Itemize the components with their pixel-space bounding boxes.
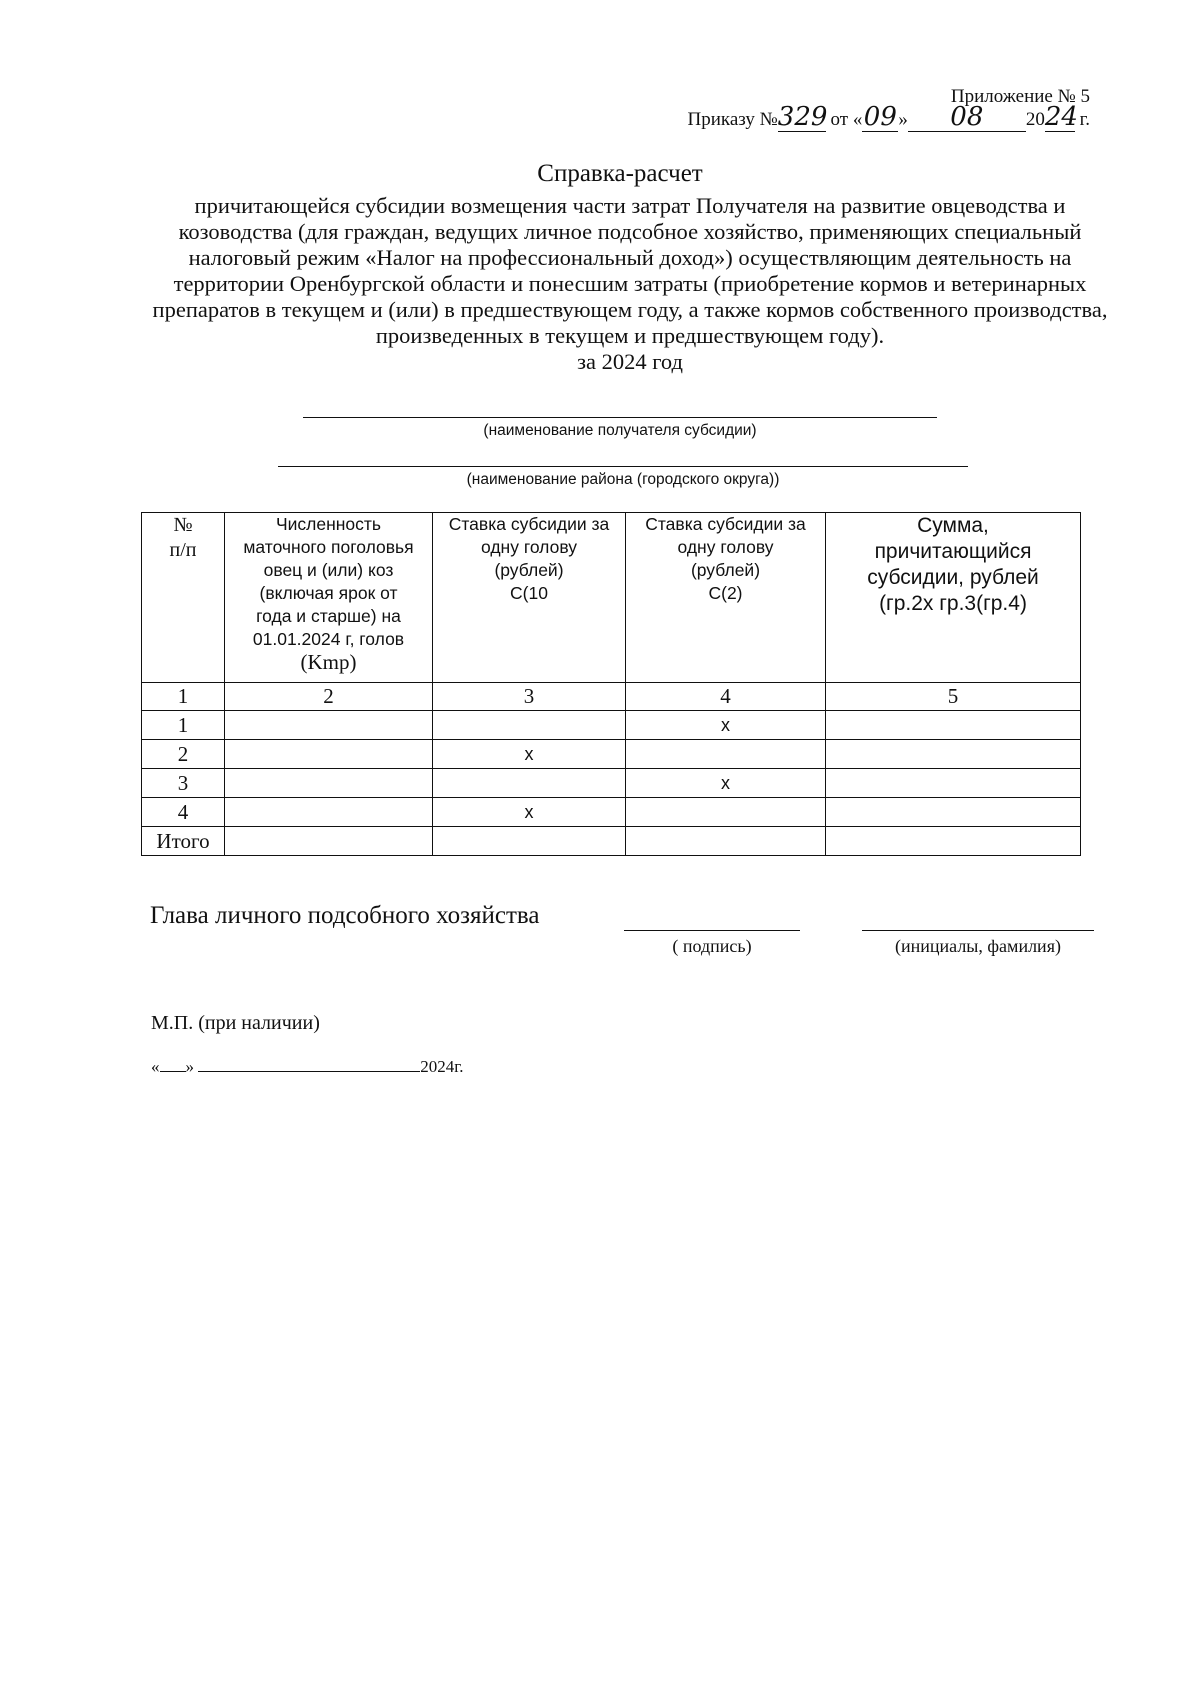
row-number: 2 bbox=[142, 740, 225, 769]
header-livestock-symbol: (Kmp) bbox=[300, 650, 357, 674]
header-cell-number bbox=[142, 513, 225, 683]
subtitle-text: причитающейся субсидии возмещения части затрат Получателя на развитие овцеводства и козоводства (для граждан, ведущих личное подсобное хозяйство, применяющих специальный налоговый режим «Налог на профессиональный доход») осуществляющим деятельность на территории Оренбургской области и понесшим затраты (приобретение кормов и ветеринарных препаратов в текущем и (или) в предшествующем году, а также кормов собственного производства, произведенных в текущем и предшествующем году). bbox=[152, 193, 1108, 348]
column-number: 2 bbox=[225, 683, 433, 711]
signature-caption: ( подпись) bbox=[672, 936, 752, 956]
column-number: 4 bbox=[626, 683, 826, 711]
name-caption: (инициалы, фамилия) bbox=[895, 936, 1061, 956]
date-month-field[interactable] bbox=[198, 1071, 420, 1072]
total-rate-1-cell[interactable] bbox=[433, 827, 626, 856]
table-row bbox=[142, 711, 1081, 740]
subsidy-table bbox=[141, 512, 1081, 856]
rate-1-cell: x bbox=[433, 798, 626, 827]
rate-2-cell[interactable] bbox=[626, 798, 826, 827]
header-cell-livestock-count bbox=[225, 513, 433, 683]
recipient-line[interactable] bbox=[303, 417, 937, 418]
order-day-field[interactable] bbox=[862, 102, 898, 132]
total-row bbox=[142, 827, 1081, 856]
name-line[interactable] bbox=[862, 930, 1094, 931]
amount-cell[interactable] bbox=[826, 711, 1081, 740]
order-number: 329 bbox=[777, 102, 828, 132]
rate-1-cell[interactable] bbox=[433, 769, 626, 798]
row-number: 3 bbox=[142, 769, 225, 798]
recipient-caption: (наименование получателя субсидии) bbox=[483, 422, 757, 439]
order-year-end: г. bbox=[1079, 109, 1090, 130]
document-subtitle bbox=[150, 193, 1110, 375]
column-number: 5 bbox=[826, 683, 1081, 711]
table-row bbox=[142, 798, 1081, 827]
total-label: Итого bbox=[142, 827, 225, 856]
livestock-count-cell[interactable] bbox=[225, 798, 433, 827]
period-text: за 2024 год bbox=[577, 349, 683, 374]
order-year-prefix: 20 bbox=[1025, 109, 1045, 130]
table-row bbox=[142, 769, 1081, 798]
header-cell-rate-2 bbox=[626, 513, 826, 683]
order-month-field[interactable] bbox=[908, 102, 1026, 132]
amount-cell[interactable] bbox=[826, 769, 1081, 798]
district-caption: (наименование района (городского округа)) bbox=[466, 471, 780, 488]
rate-2-cell: x bbox=[626, 711, 826, 740]
date-day-field[interactable] bbox=[160, 1071, 186, 1072]
order-day-close: » bbox=[898, 109, 908, 130]
column-number: 1 bbox=[142, 683, 225, 711]
column-number: 3 bbox=[433, 683, 626, 711]
appendix-label: Приложение № 5 bbox=[950, 86, 1090, 107]
order-from: от « bbox=[830, 109, 863, 130]
header-rate-2-text: Ставка субсидии за одну голову (рублей) С(2) bbox=[645, 514, 806, 603]
stamp-label: М.П. (при наличии) bbox=[151, 1012, 320, 1034]
total-amount-cell[interactable] bbox=[826, 827, 1081, 856]
order-year-suffix: 24 bbox=[1044, 102, 1078, 132]
date-line bbox=[151, 1057, 464, 1077]
date-open-quote: « bbox=[151, 1057, 160, 1076]
column-number-row bbox=[142, 683, 1081, 711]
row-number: 4 bbox=[142, 798, 225, 827]
livestock-count-cell[interactable] bbox=[225, 769, 433, 798]
order-year-field[interactable] bbox=[1044, 102, 1078, 132]
farm-head-label: Глава личного подсобного хозяйства bbox=[150, 902, 540, 929]
document-title: Справка-расчет bbox=[537, 160, 703, 187]
total-livestock-cell[interactable] bbox=[225, 827, 433, 856]
rate-2-cell[interactable] bbox=[626, 740, 826, 769]
rate-1-cell: x bbox=[433, 740, 626, 769]
order-month: 08 bbox=[950, 102, 984, 132]
table-row bbox=[142, 740, 1081, 769]
amount-cell[interactable] bbox=[826, 740, 1081, 769]
amount-cell[interactable] bbox=[826, 798, 1081, 827]
rate-1-cell[interactable] bbox=[433, 711, 626, 740]
header-livestock-text: Численность маточного поголовья овец и (или) коз (включая ярок от года и старше) на 01.01.2024 г, голов bbox=[243, 514, 414, 649]
table-header-row bbox=[142, 513, 1081, 683]
date-close-quote: » bbox=[185, 1057, 194, 1076]
date-year: 2024г. bbox=[420, 1057, 464, 1076]
district-line[interactable] bbox=[278, 466, 968, 467]
header-cell-rate-1 bbox=[433, 513, 626, 683]
total-rate-2-cell[interactable] bbox=[626, 827, 826, 856]
order-reference bbox=[687, 102, 1090, 132]
order-prefix: Приказу № bbox=[687, 109, 778, 130]
order-number-field[interactable] bbox=[777, 102, 828, 132]
header-amount-text: Сумма, причитающийся субсидии, рублей (гр.2х гр.3(гр.4) bbox=[867, 514, 1039, 615]
livestock-count-cell[interactable] bbox=[225, 711, 433, 740]
livestock-count-cell[interactable] bbox=[225, 740, 433, 769]
header-cell-amount bbox=[826, 513, 1081, 683]
signature-line[interactable] bbox=[624, 930, 800, 931]
row-number: 1 bbox=[142, 711, 225, 740]
header-rate-1-text: Ставка субсидии за одну голову (рублей) С(10 bbox=[448, 514, 610, 603]
order-day: 09 bbox=[863, 102, 897, 132]
rate-2-cell: x bbox=[626, 769, 826, 798]
header-number-text: № п/п bbox=[169, 514, 197, 561]
